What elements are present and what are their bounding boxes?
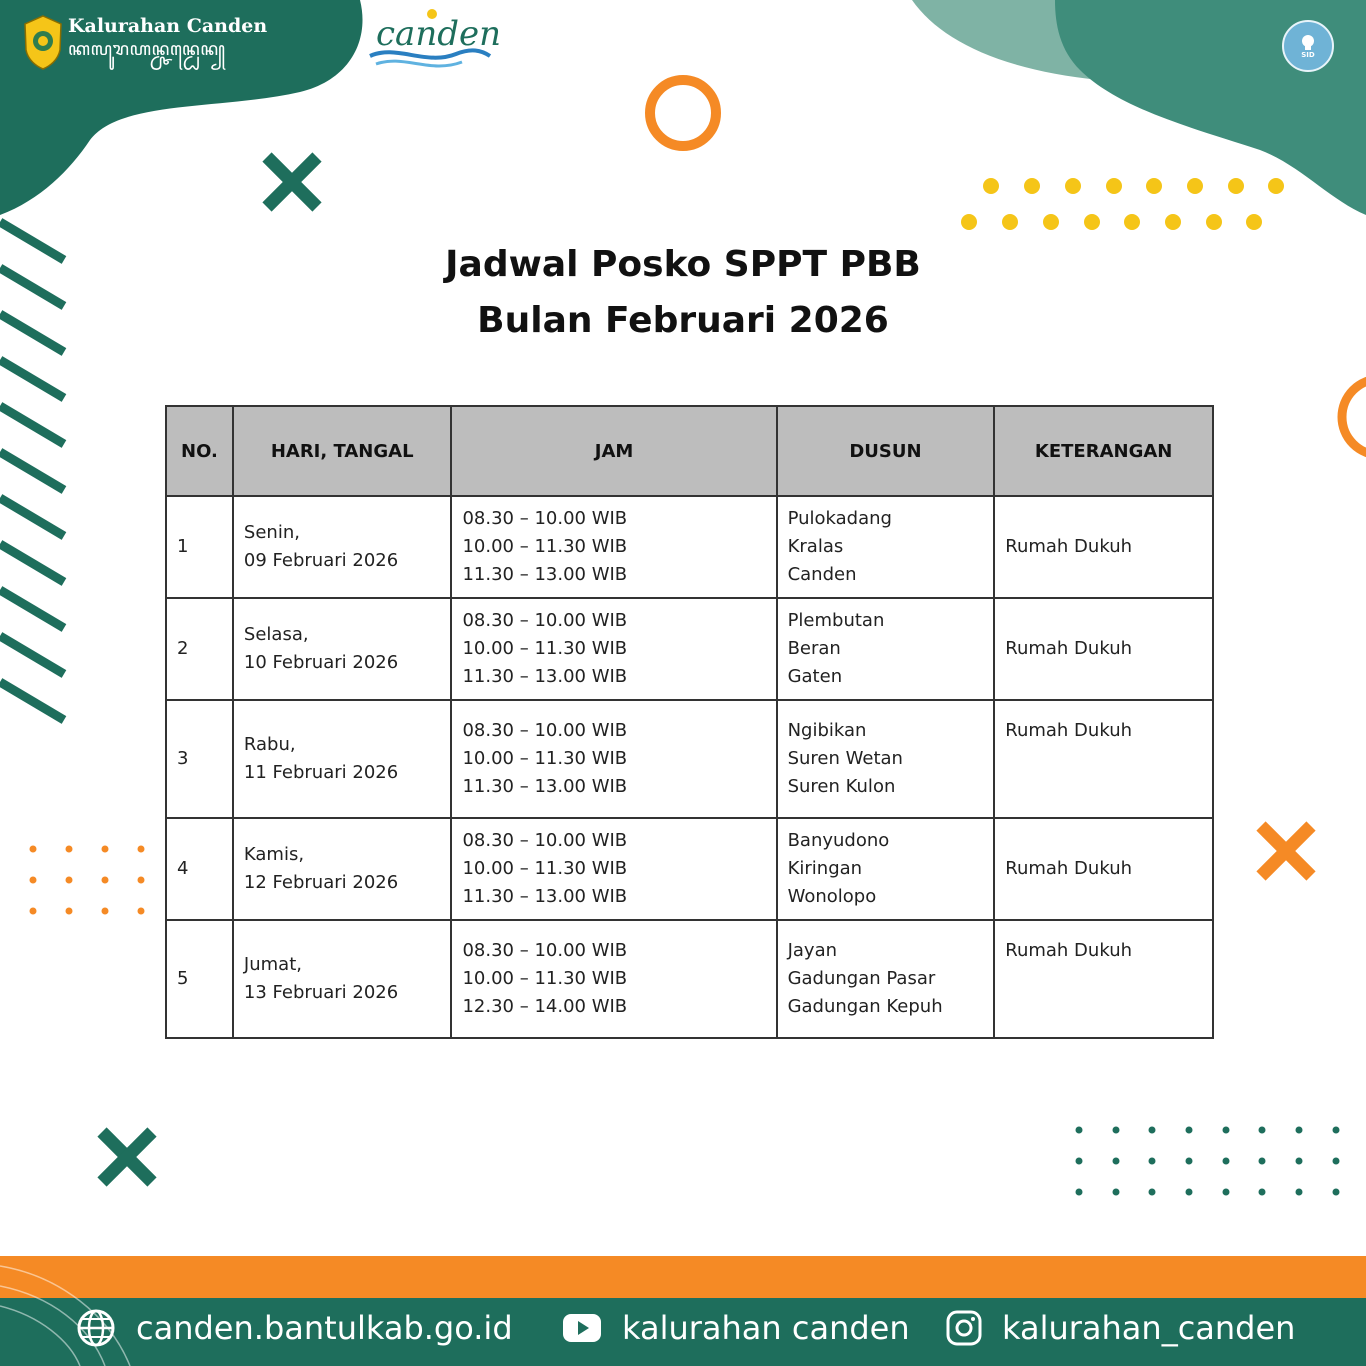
cell-dusun bbox=[777, 496, 995, 598]
youtube-icon bbox=[562, 1313, 602, 1343]
left-stripes bbox=[0, 222, 64, 720]
cell-dusun bbox=[777, 818, 995, 920]
lightbulb-glyph bbox=[1299, 33, 1317, 51]
day-text: Kamis, bbox=[243, 844, 305, 865]
table-row bbox=[166, 818, 1213, 920]
time-slot: 08.30 – 10.00 WIB bbox=[462, 940, 628, 961]
org-script: ꦏꦭꦸꦫꦲꦤ꧀ꦕꦤ꧀ꦝꦺꦤ꧀ bbox=[68, 39, 226, 60]
time-slot: 08.30 – 10.00 WIB bbox=[462, 830, 628, 851]
dusun-name: Plembutan bbox=[787, 610, 885, 631]
dusun-name: Wonolopo bbox=[787, 886, 877, 907]
dusun-name: Gaten bbox=[787, 666, 843, 687]
canden-wave-logo bbox=[366, 4, 501, 74]
cell-no: 1 bbox=[166, 496, 233, 598]
cell-times bbox=[451, 598, 776, 700]
sid-lightbulb-icon bbox=[1282, 20, 1334, 72]
dusun-name: Suren Wetan bbox=[787, 748, 903, 769]
footer-youtube[interactable] bbox=[562, 1302, 910, 1354]
time-slot: 11.30 – 13.00 WIB bbox=[462, 886, 628, 907]
time-slot: 08.30 – 10.00 WIB bbox=[462, 720, 628, 741]
sid-label: SID bbox=[1301, 51, 1315, 59]
table-row bbox=[166, 920, 1213, 1038]
cell-times bbox=[451, 700, 776, 818]
orange-x-mark bbox=[1261, 826, 1311, 876]
time-slot: 11.30 – 13.00 WIB bbox=[462, 564, 628, 585]
header-keterangan: KETERANGAN bbox=[994, 406, 1213, 496]
cell-no: 2 bbox=[166, 598, 233, 700]
cell-keterangan: Rumah Dukuh bbox=[994, 496, 1213, 598]
cell-date bbox=[233, 920, 452, 1038]
cell-keterangan: Rumah Dukuh bbox=[994, 920, 1213, 1038]
date-text: 11 Februari 2026 bbox=[243, 762, 399, 783]
yellow-dots bbox=[961, 178, 1284, 230]
time-slot: 10.00 – 11.30 WIB bbox=[462, 638, 628, 659]
org-name: Kalurahan Canden bbox=[68, 15, 268, 37]
orange-ring-right bbox=[1342, 379, 1366, 455]
cell-no: 3 bbox=[166, 700, 233, 818]
day-text: Senin, bbox=[243, 522, 300, 543]
cell-keterangan: Rumah Dukuh bbox=[994, 818, 1213, 920]
date-text: 10 Februari 2026 bbox=[243, 652, 399, 673]
table-row bbox=[166, 598, 1213, 700]
cell-times bbox=[451, 920, 776, 1038]
date-text: 12 Februari 2026 bbox=[243, 872, 399, 893]
cell-times bbox=[451, 496, 776, 598]
orange-dots-left bbox=[30, 846, 145, 915]
cell-date bbox=[233, 598, 452, 700]
org-logo-text bbox=[68, 14, 267, 62]
cell-keterangan: Rumah Dukuh bbox=[994, 598, 1213, 700]
time-slot: 10.00 – 11.30 WIB bbox=[462, 748, 628, 769]
time-slot: 12.30 – 14.00 WIB bbox=[462, 996, 628, 1017]
cell-date bbox=[233, 700, 452, 818]
dusun-name: Canden bbox=[787, 564, 857, 585]
time-slot: 11.30 – 13.00 WIB bbox=[462, 666, 628, 687]
footer-website[interactable] bbox=[76, 1302, 513, 1354]
dusun-name: Jayan bbox=[787, 940, 838, 961]
globe-icon bbox=[76, 1308, 116, 1348]
dusun-name: Gadungan Pasar bbox=[787, 968, 936, 989]
cell-no: 4 bbox=[166, 818, 233, 920]
time-slot: 08.30 – 10.00 WIB bbox=[462, 610, 628, 631]
cell-no: 5 bbox=[166, 920, 233, 1038]
time-slot: 08.30 – 10.00 WIB bbox=[462, 508, 628, 529]
footer-instagram[interactable] bbox=[946, 1302, 1295, 1354]
orange-ring bbox=[650, 80, 716, 146]
cell-keterangan: Rumah Dukuh bbox=[994, 700, 1213, 818]
header-jam: JAM bbox=[451, 406, 776, 496]
header-dusun: DUSUN bbox=[777, 406, 995, 496]
date-text: 13 Februari 2026 bbox=[243, 982, 399, 1003]
time-slot: 11.30 – 13.00 WIB bbox=[462, 776, 628, 797]
time-slot: 10.00 – 11.30 WIB bbox=[462, 536, 628, 557]
time-slot: 10.00 – 11.30 WIB bbox=[462, 968, 628, 989]
dusun-name: Kiringan bbox=[787, 858, 863, 879]
title-line-2: Bulan Februari 2026 bbox=[477, 300, 889, 341]
instagram-icon bbox=[946, 1310, 982, 1346]
dusun-name: Pulokadang bbox=[787, 508, 892, 529]
day-text: Rabu, bbox=[243, 734, 296, 755]
header-no: NO. bbox=[166, 406, 233, 496]
header-hari-tanggal: HARI, TANGAL bbox=[233, 406, 452, 496]
dusun-name: Kralas bbox=[787, 536, 844, 557]
teal-x-mark bbox=[267, 157, 317, 207]
canden-logo-text: canden bbox=[376, 14, 501, 54]
table-row bbox=[166, 700, 1213, 818]
website-text: canden.bantulkab.go.id bbox=[136, 1309, 513, 1347]
time-slot: 10.00 – 11.30 WIB bbox=[462, 858, 628, 879]
cell-dusun bbox=[777, 920, 995, 1038]
dusun-name: Ngibikan bbox=[787, 720, 867, 741]
dusun-name: Gadungan Kepuh bbox=[787, 996, 943, 1017]
cell-dusun bbox=[777, 598, 995, 700]
cell-dusun bbox=[777, 700, 995, 818]
day-text: Selasa, bbox=[243, 624, 309, 645]
footer-orange-band bbox=[0, 1256, 1366, 1298]
dusun-name: Beran bbox=[787, 638, 841, 659]
instagram-text: kalurahan_canden bbox=[1002, 1309, 1296, 1347]
emblem-icon bbox=[22, 14, 64, 70]
table-header-row bbox=[166, 406, 1213, 496]
dusun-name: Suren Kulon bbox=[787, 776, 896, 797]
title-line-1: Jadwal Posko SPPT PBB bbox=[445, 244, 921, 285]
day-text: Jumat, bbox=[243, 954, 302, 975]
cell-date bbox=[233, 496, 452, 598]
table-row bbox=[166, 496, 1213, 598]
youtube-text: kalurahan canden bbox=[622, 1309, 910, 1347]
dusun-name: Banyudono bbox=[787, 830, 890, 851]
date-text: 09 Februari 2026 bbox=[243, 550, 399, 571]
schedule-table bbox=[165, 405, 1214, 1039]
cell-times bbox=[451, 818, 776, 920]
cell-date bbox=[233, 818, 452, 920]
teal-dots-right bbox=[1076, 1127, 1340, 1196]
teal-x-mark-bottom bbox=[102, 1132, 152, 1182]
